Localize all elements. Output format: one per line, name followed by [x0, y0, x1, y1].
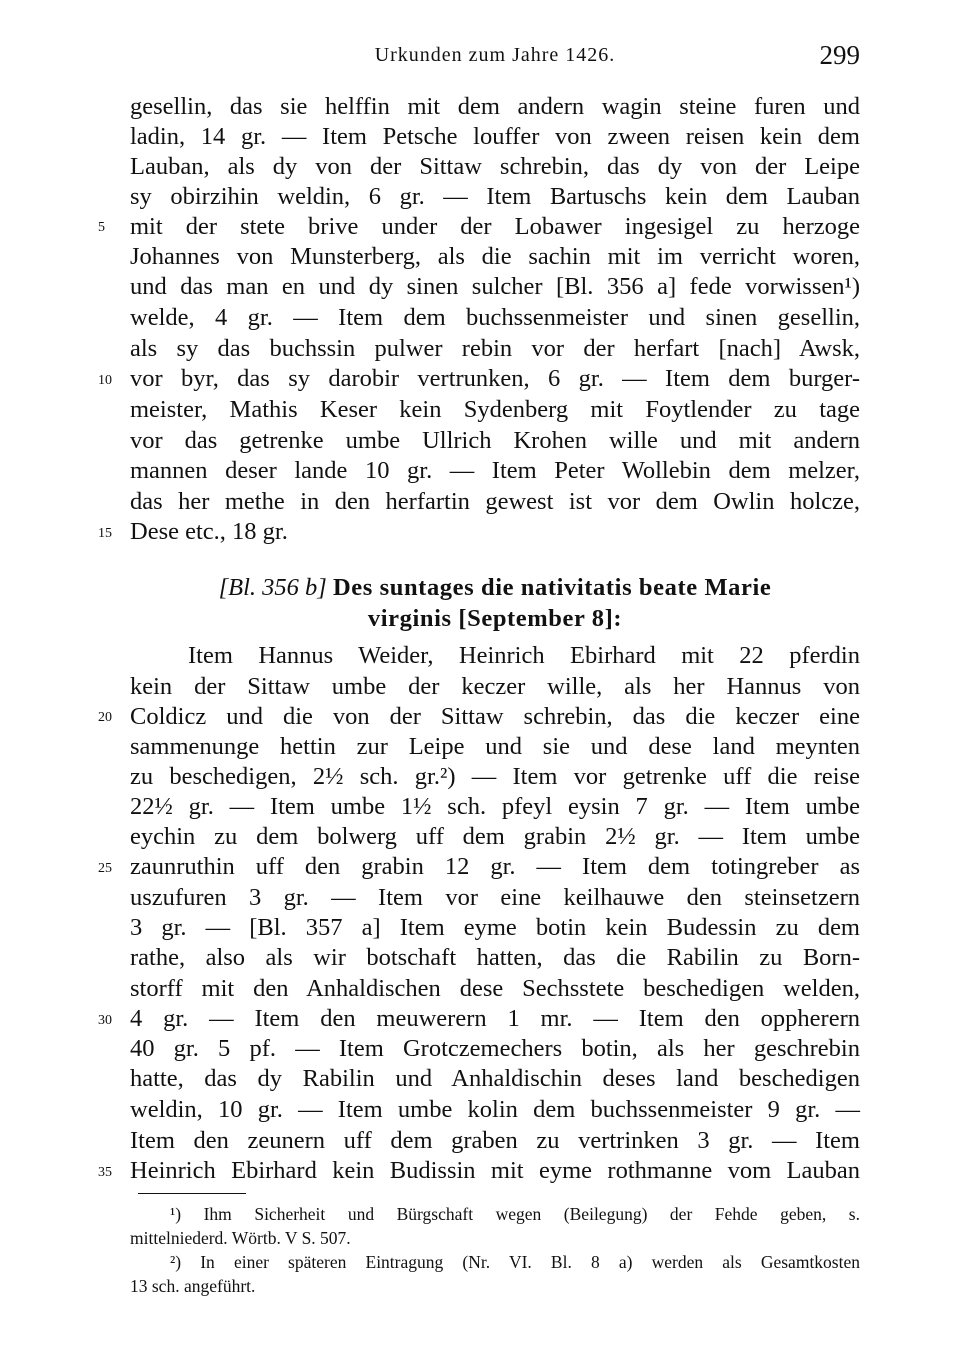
text-line: gesellin, das sie helffin mit dem andern wagin steine furen und — [130, 93, 860, 120]
text-line: weldin, 10 gr. — Item umbe kolin dem buchssenmeister 9 gr. — — [130, 1096, 860, 1123]
footnote-rule — [138, 1193, 246, 1194]
text-line: Item Hannus Weider, Heinrich Ebirhard mit 22 pferdin — [188, 642, 860, 669]
line-number: 5 — [98, 220, 105, 235]
text-line: mit der stete brive under der Lobawer ingesigel zu herzoge — [130, 213, 860, 240]
line-number: 20 — [98, 710, 112, 725]
text-line: 3 gr. — [Bl. 357 a] Item eyme botin kein Budessin zu dem — [130, 914, 860, 941]
text-line: und das man en und dy sinen sulcher [Bl. 356 a] fede vorwissen¹) — [130, 273, 860, 300]
text-line: 22½ gr. — Item umbe 1½ sch. pfeyl eysin 7 gr. — Item umbe — [130, 793, 860, 820]
footnote-2-line-1: ²) In einer späteren Eintragung (Nr. VI. Bl. 8 a) werden als Gesamtkosten — [170, 1252, 860, 1272]
footnote-1-line-2: mittelniederd. Wörtb. V S. 507. — [130, 1228, 351, 1248]
text-line: zaunruthin uff den grabin 12 gr. — Item dem totingreber as — [130, 853, 860, 880]
text-line: Item den zeunern uff dem graben zu vertrinken 3 gr. — Item — [130, 1127, 860, 1154]
text-line: Coldicz und die von der Sittaw schrebin, das die keczer eine — [130, 703, 860, 730]
text-line: vor byr, das sy darobir vertrunken, 6 gr. — Item dem burger- — [130, 365, 860, 392]
text-line: sammenunge hettin zur Leipe und sie und dese land meynten — [130, 733, 860, 760]
text-line: 40 gr. 5 pf. — Item Grotczemechers botin, als her geschrebin — [130, 1035, 860, 1062]
text-line: vor das getrenke umbe Ullrich Krohen wille und mit andern — [130, 427, 860, 454]
text-line: kein der Sittaw umbe der keczer wille, als her Hannus von — [130, 673, 860, 700]
text-line: ladin, 14 gr. — Item Petsche louffer von zween reisen kein dem — [130, 123, 860, 150]
section-heading-title: Des suntages die nativitatis beate Marie — [332, 574, 772, 601]
page-header — [130, 40, 860, 80]
text-line: als sy das buchssin pulwer rebin vor der herfart [nach] Awsk, — [130, 335, 860, 362]
line-number: 30 — [98, 1013, 112, 1028]
text-line: hatte, das dy Rabilin und Anhaldischin deses land beschedigen — [130, 1065, 860, 1092]
section-heading-line-2: virginis [September 8]: — [367, 605, 623, 632]
footnote-1-line-1: ¹) Ihm Sicherheit und Bürgschaft wegen (Beilegung) der Fehde geben, s. — [170, 1204, 860, 1224]
text-line: Lauban, als dy von der Sittaw schrebin, das dy von der Leipe — [130, 153, 860, 180]
text-line: rathe, also als wir botschaft hatten, das die Rabilin zu Born- — [130, 944, 860, 971]
text-line: mannen deser lande 10 gr. — Item Peter Wollebin dem melzer, — [130, 457, 860, 484]
running-title: Urkunden zum Jahre 1426. — [374, 44, 616, 66]
line-number: 10 — [98, 373, 112, 388]
text-line: 4 gr. — Item den meuwerern 1 mr. — Item den oppherern — [130, 1005, 860, 1032]
text-line: zu beschedigen, 2½ sch. gr.²) — Item vor getrenke uff die reise — [130, 763, 860, 790]
line-number: 25 — [98, 861, 112, 876]
section-heading-line-1 — [130, 573, 860, 603]
text-line: sy obirzihin weldin, 6 gr. — Item Bartuschs kein dem Lauban — [130, 183, 860, 210]
text-line: storff mit den Anhaldischen dese Sechsstete beschedigen welden, — [130, 975, 860, 1002]
line-number: 35 — [98, 1165, 112, 1180]
text-line: welde, 4 gr. — Item dem buchssenmeister und sinen gesellin, — [130, 304, 860, 331]
text-line: das her methe in den herfartin gewest ist vor dem Owlin holcze, — [130, 488, 860, 515]
line-number: 15 — [98, 526, 112, 541]
footnote-2-line-2: 13 sch. angeführt. — [130, 1276, 256, 1296]
folio-reference: [Bl. 356 b] — [218, 574, 327, 601]
text-line: eychin zu dem bolwerg uff dem grabin 2½ gr. — Item umbe — [130, 823, 860, 850]
text-line: Johannes von Munsterberg, als die sachin mit im verricht woren, — [130, 243, 860, 270]
text-line: meister, Mathis Keser kein Sydenberg mit Foytlender zu tage — [130, 396, 860, 423]
text-line: Heinrich Ebirhard kein Budissin mit eyme rothmanne vom Lauban — [130, 1157, 860, 1184]
text-line: Dese etc., 18 gr. — [130, 518, 288, 545]
text-line: uszufuren 3 gr. — Item vor eine keilhauwe den steinsetzern — [130, 884, 860, 911]
page-number: 299 — [819, 40, 860, 70]
